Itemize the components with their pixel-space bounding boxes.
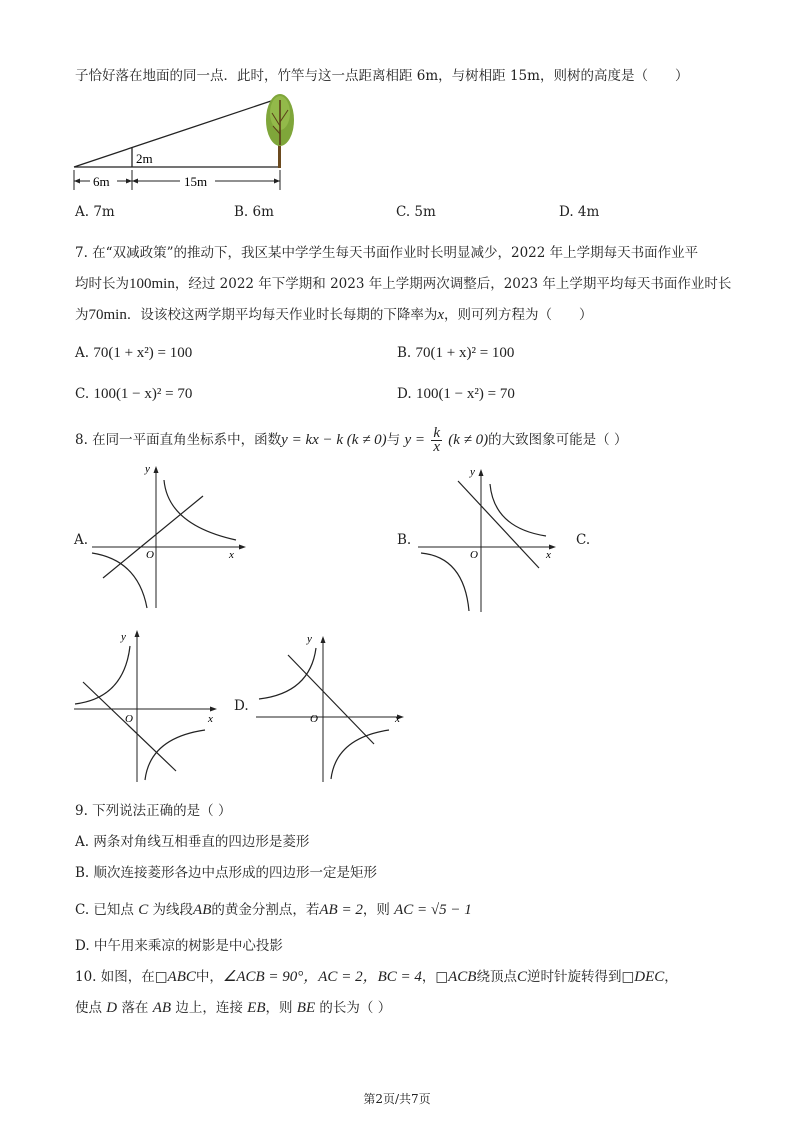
seg-15m-label: 15m	[184, 174, 208, 189]
q10-line1: 10. 如图，在□ABC中，∠ACB = 90°，AC = 2，BC = 4，□ACB绕顶点C逆时针旋转得到□DEC，	[75, 969, 678, 985]
q9-stem: 9. 下列说法正确的是（ ）	[75, 803, 232, 819]
q6-option-a: A. 7m	[75, 204, 115, 220]
q10-line2: 使点 D 落在 AB 边上，连接 EB，则 BE 的长为（ ）	[75, 1000, 392, 1016]
q8-label-a: A.	[74, 532, 89, 548]
hyperbola-branch-1	[259, 648, 316, 699]
svg-text:x: x	[546, 549, 551, 561]
q7-line2: 均时长为100min，经过 2022 年下学期和 2023 年上学期两次调整后，2023 年上学期平均每天书面作业时长	[75, 276, 732, 292]
svg-text:O: O	[125, 713, 133, 725]
svg-text:O: O	[470, 549, 478, 561]
svg-text:y: y	[307, 633, 312, 645]
q7-option-c: C. 100(1 − x)² = 70	[75, 386, 193, 402]
pole-height-label: 2m	[136, 151, 153, 166]
q8-stem: 8. 在同一平面直角坐标系中，函数y = kx − k (k ≠ 0)与 y = $\frac{k}{x}$ (k ≠ 0)的大致图象可能是（ ）	[75, 425, 628, 455]
seg-6m-label: 6m	[93, 174, 110, 189]
q9-option-d: D. 中午用来乘凉的树影是中心投影	[75, 938, 283, 954]
q9-option-a: A. 两条对角线互相垂直的四边形是菱形	[75, 834, 310, 850]
svg-text:y: y	[145, 463, 150, 475]
svg-text:y: y	[470, 466, 475, 478]
fraction-k-over-x: $\frac{k}{x}$	[433, 425, 440, 455]
q8-label-b: B.	[397, 532, 412, 548]
q9-option-c: C. 已知点 C 为线段AB的黄金分割点，若AB = 2，则 AC = √5 − 1	[75, 902, 472, 918]
q7-option-a: A. 70(1 + x²) = 100	[75, 345, 193, 361]
q8-label-d: D.	[234, 698, 249, 714]
svg-text:O: O	[146, 549, 154, 561]
hyperbola-branch-2	[331, 730, 389, 779]
q6-option-c: C. 5m	[396, 204, 436, 220]
q6-option-b: B. 6m	[234, 204, 274, 220]
q7-line3: 为70min．设该校这两学期平均每天作业时长每期的下降率为x，则可列方程为（ ）	[75, 307, 593, 323]
svg-text:O: O	[310, 713, 318, 725]
svg-text:x: x	[229, 549, 234, 561]
line-y-kx-k	[288, 655, 374, 744]
svg-text:x: x	[395, 713, 400, 725]
q6-continuation: 子恰好落在地面的同一点．此时，竹竿与这一点距离相距 6m，与树相距 15m，则树的高度是（ ）	[75, 68, 689, 84]
page-footer: 第2页/共7页	[363, 1092, 431, 1106]
q7-option-b: B. 70(1 + x)² = 100	[397, 345, 515, 361]
q9-option-b: B. 顺次连接菱形各边中点形成的四边形一定是矩形	[75, 865, 378, 881]
svg-text:x: x	[208, 713, 213, 725]
svg-text:y: y	[121, 631, 126, 643]
q7-line1: 7. 在“双减政策”的推动下，我区某中学学生每天书面作业时长明显减少，2022 年上学期每天书面作业平	[75, 245, 699, 261]
q7-option-d: D. 100(1 − x²) = 70	[397, 386, 515, 402]
q8-label-c: C.	[576, 532, 591, 548]
q6-option-d: D. 4m	[559, 204, 600, 220]
